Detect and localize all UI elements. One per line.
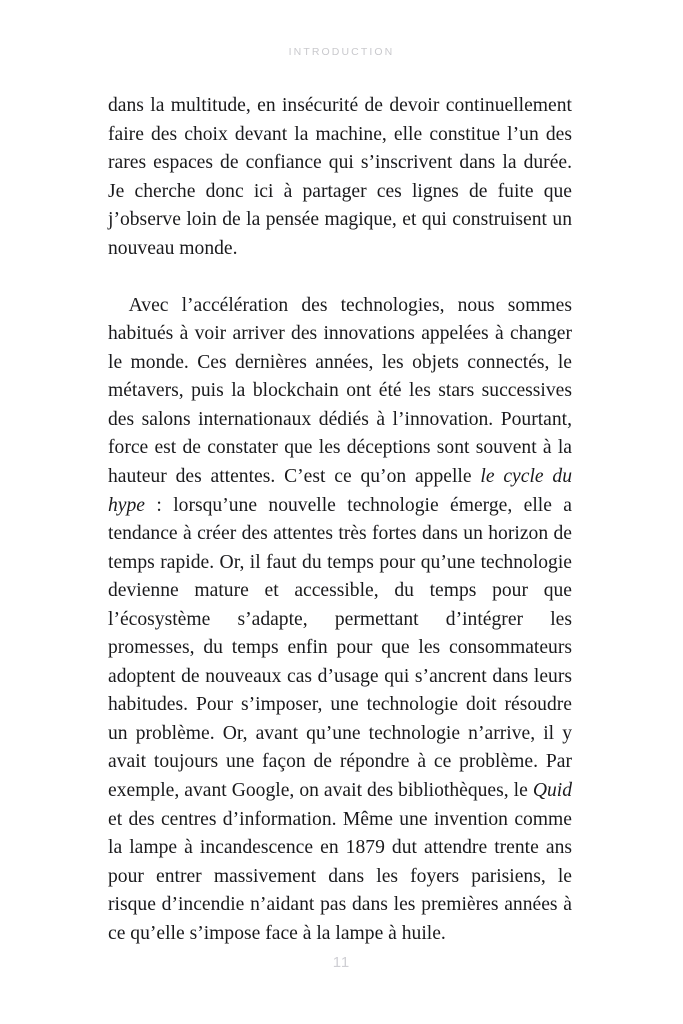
text-run: dans la multitude, en insécurité de devoir continuellement faire des choix devant la machine, elle constitue l’un des rares espaces de confiance qui s’inscrivent dans la durée. Je cherche donc ici à partager ces lignes de fuite que j’observe loin de la pensée magique, et qui construisent un nouveau monde. [108, 95, 572, 259]
text-run: : lorsqu’une nouvelle technologie émerge, elle a tendance à créer des attentes très fortes dans un horizon de temps rapide. Or, il faut du temps pour qu’une technologie devienne mature et accessible, du temps pour que l’écosystème s’adapte, permettant d’intégrer les promesses, du temps enfin pour que les consommateurs adoptent de nouveaux cas d’usage qui s’ancrent dans leurs habitudes. Pour s’imposer, une technologie doit résoudre un problème. Or, avant qu’une technologie n’arrive, il y avait toujours une façon de répondre à ce problème. Par exemple, avant Google, on avait des bibliothèques, le [108, 494, 572, 801]
page-number: 11 [332, 954, 351, 971]
paragraph-1 [108, 92, 572, 263]
paragraph-spacer [108, 263, 572, 291]
italic-run: Quid [532, 779, 572, 801]
body-text-block [108, 92, 572, 948]
running-header: INTRODUCTION [288, 46, 395, 58]
text-run: et des centres d’information. Même une invention comme la lampe à incandescence en 1879 dut attendre trente ans pour entrer massivement dans les foyers parisiens, le risque d’incendie n’aidant pas dans les premières années à ce qu’elle s’impose face à la lampe à huile. [108, 808, 572, 944]
italic-run: le cycle du hype [108, 465, 572, 516]
paragraph-2 [108, 292, 572, 949]
text-run: Avec l’accélération des technologies, nous sommes habitués à voir arriver des innovations appelées à changer le monde. Ces dernières années, les objets connectés, le métavers, puis la blockchain ont été les stars successives des salons internationaux dédiés à l’innovation. Pourtant, force est de constater que les déceptions sont souvent à la hauteur des attentes. C’est ce qu’on appelle [108, 294, 572, 487]
